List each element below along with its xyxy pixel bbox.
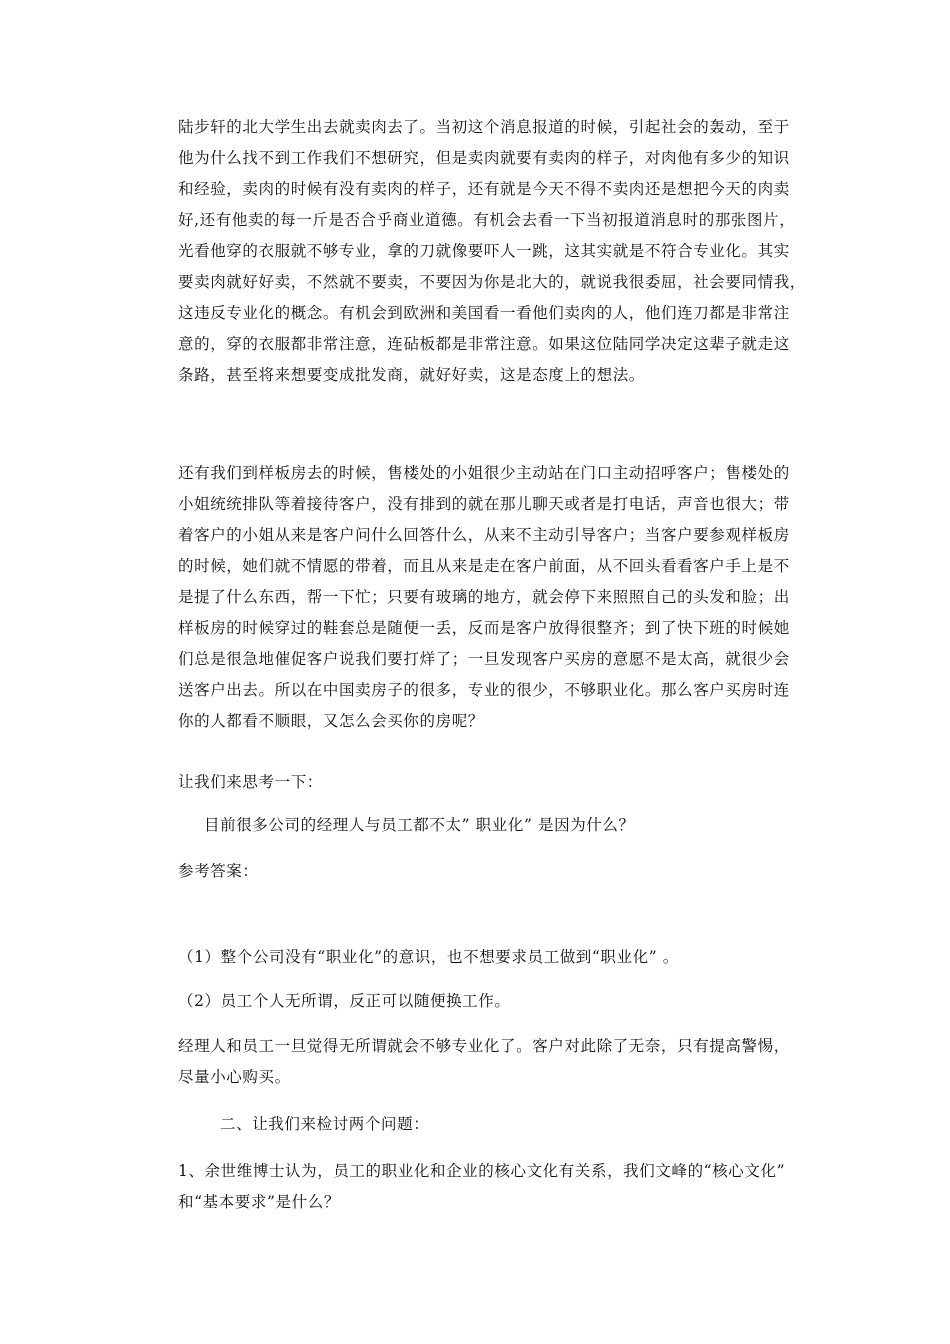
text-line: 小姐统统排队等着接待客户，没有排到的就在那儿聊天或者是打电话，声音也很大；带 [178,495,790,513]
question-item-1 [178,1156,810,1218]
text-line: 和经验，卖肉的时候有没有卖肉的样子，还有就是今天不得不卖肉还是想把今天的肉卖 [178,180,790,198]
text-line: 送客户出去。所以在中国卖房子的很多，专业的很少，不够职业化。那么客户买房时连 [178,681,790,699]
text-line: 1、余世维博士认为，员工的职业化和企业的核心文化有关系，我们文峰的“核心文化” [178,1162,786,1180]
text-line: 好,还有他卖的每一斤是否合乎商业道德。有机会去看一下当初报道消息时的那张图片， [178,211,796,229]
text-line: 意的，穿的衣服都非常注意，连砧板都是非常注意。如果这位陆同学决定这辈子就走这 [178,335,790,353]
text-line: 光看他穿的衣服就不够专业，拿的刀就像要吓人一跳，这其实就是不符合专业化。其实 [178,242,790,260]
text-line: 经理人和员工一旦觉得无所谓就会不够专业化了。客户对此除了无奈，只有提高警惕， [178,1037,790,1055]
text-line: 条路，甚至将来想要变成批发商，就好好卖，这是态度上的想法。 [178,366,645,384]
section-heading: 二、让我们来检讨两个问题： [220,1115,430,1133]
text-line: 样板房的时候穿过的鞋套总是随便一丢，反而是客户放得很整齐；到了快下班的时候她 [178,619,790,637]
text-line: 和“基本要求”是什么？ [178,1193,340,1211]
text-line: 的时候，她们就不情愿的带着，而且从来是走在客户前面，从不回头看看客户手上是不 [178,557,790,575]
answer-item-2: （2）员工个人无所谓，反正可以随便换工作。 [178,992,511,1010]
paragraph-butcher-story [178,112,810,391]
text-line: 是提了什么东西，帮一下忙；只要有玻璃的地方，就会停下来照照自己的头发和脸；出 [178,588,790,606]
text-line: 还有我们到样板房去的时候，售楼处的小姐很少主动站在门口主动招呼客户；售楼处的 [178,464,790,482]
text-line: 这违反专业化的概念。有机会到欧洲和美国看一看他们卖肉的人，他们连刀都是非常注 [178,304,790,322]
paragraph-showroom-story [178,458,810,737]
conclusion-paragraph [178,1031,810,1093]
answer-label: 参考答案： [178,862,259,880]
text-line: 们总是很急地催促客户说我们要打烊了；一旦发现客户买房的意愿不是太高，就很少会 [178,650,790,668]
answer-item-1: （1）整个公司没有“职业化”的意识，也不想要求员工做到“职业化” 。 [178,948,679,966]
text-line: 他为什么找不到工作我们不想研究，但是卖肉就要有卖肉的样子，对肉他有多少的知识 [178,149,790,167]
text-line: 陆步轩的北大学生出去就卖肉去了。当初这个消息报道的时候，引起社会的轰动，至于 [178,118,790,136]
text-line: 你的人都看不顺眼，又怎么会买你的房呢？ [178,712,484,730]
question-text: 目前很多公司的经理人与员工都不太” 职业化” 是因为什么？ [204,816,635,834]
text-line: 着客户的小姐从来是客户问什么回答什么，从来不主动引导客户；当客户要参观样板房 [178,526,790,544]
text-line: 尽量小心购买。 [178,1068,291,1086]
text-line: 要卖肉就好好卖，不然就不要卖，不要因为你是北大的，就说我很委屈，社会要同情我， [178,273,806,291]
think-prompt: 让我们来思考一下： [178,773,323,791]
